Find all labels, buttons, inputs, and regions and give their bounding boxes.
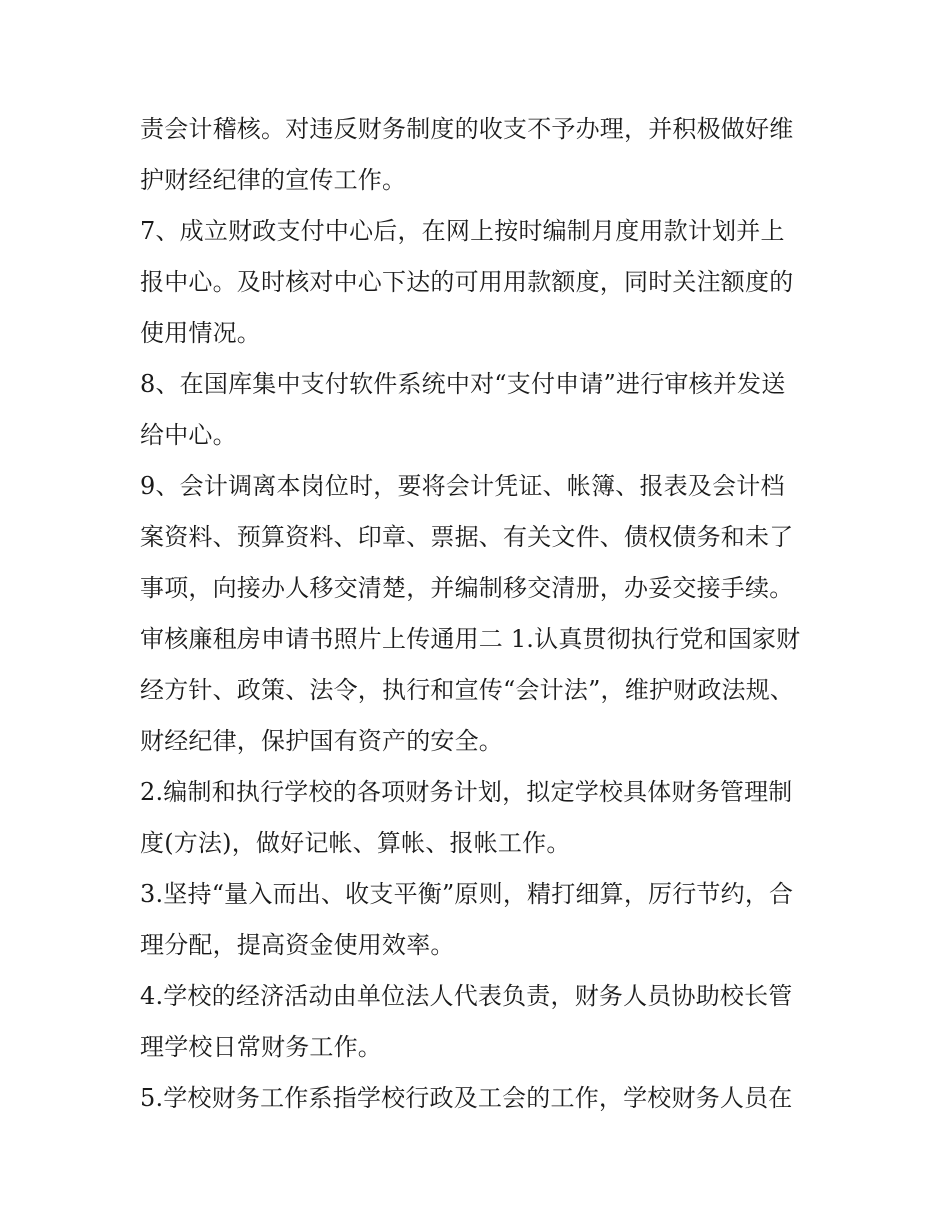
text-line: 财经纪律，保护国有资产的安全。: [140, 727, 503, 755]
text-line: 案资料、预算资料、印章、票据、有关文件、债权债务和未了: [140, 523, 794, 551]
text-line: 8、在国库集中支付软件系统中对“支付申请”进行审核并发送: [140, 370, 786, 398]
text-line: 3.坚持“量入而出、收支平衡”原则，精打细算，厉行节约，合: [140, 880, 794, 908]
text-line: 护财经纪律的宣传工作。: [140, 166, 407, 194]
text-line: 理分配，提高资金使用效率。: [140, 931, 455, 959]
text-line: 5.学校财务工作系指学校行政及工会的工作，学校财务人员在: [140, 1084, 793, 1112]
document-body: [140, 104, 820, 1124]
text-line: 给中心。: [140, 421, 237, 449]
text-line: 7、成立财政支付中心后，在网上按时编制月度用款计划并上: [140, 217, 785, 245]
text-line: 审核廉租房申请书照片上传通用二 1.认真贯彻执行党和国家财: [140, 625, 801, 653]
text-line: 2.编制和执行学校的各项财务计划，拟定学校具体财务管理制: [140, 778, 793, 806]
text-line: 责会计稽核。对违反财务制度的收支不予办理，并积极做好维: [140, 115, 794, 143]
text-line: 4.学校的经济活动由单位法人代表负责，财务人员协助校长管: [140, 982, 793, 1010]
text-line: 9、会计调离本岗位时，要将会计凭证、帐簿、报表及会计档: [140, 472, 785, 500]
text-line: 理学校日常财务工作。: [140, 1033, 382, 1061]
text-line: 度(方法)，做好记帐、算帐、报帐工作。: [140, 829, 571, 857]
text-line: 经方针、政策、法令，执行和宣传“会计法”，维护财政法规、: [140, 676, 795, 704]
text-line: 事项，向接办人移交清楚，并编制移交清册，办妥交接手续。: [140, 574, 794, 602]
text-line: 使用情况。: [140, 319, 261, 347]
text-line: 报中心。及时核对中心下达的可用用款额度，同时关注额度的: [140, 268, 794, 296]
